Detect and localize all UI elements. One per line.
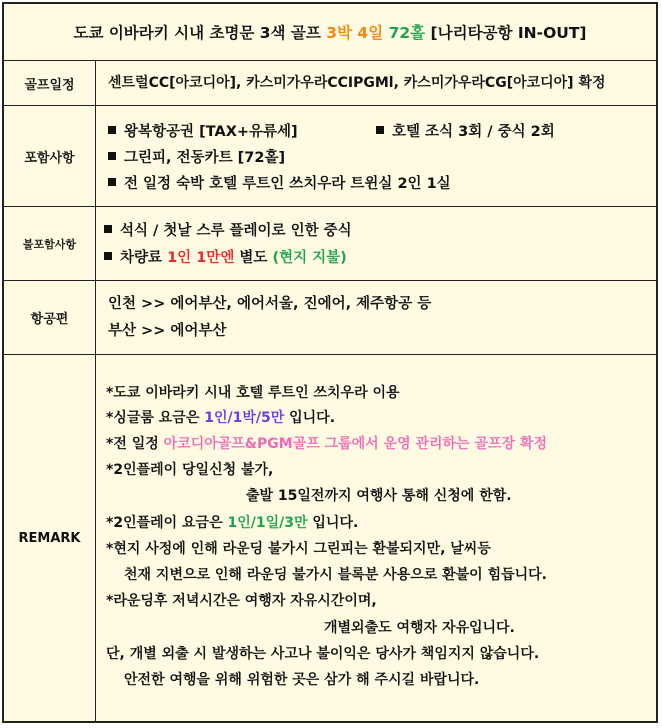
golf-schedule-label: 골프일정: [4, 61, 96, 105]
excluded-item: 차량료 1인 1만엔 별도 (현지 지불): [104, 246, 347, 267]
golf-schedule-row: [4, 61, 656, 106]
remark-line: *전 일정 아코디아골프&PGM골프 그룹에서 운영 관리하는 골프장 확정: [106, 436, 547, 452]
flights-row: [4, 281, 656, 355]
included-row: [4, 106, 656, 207]
remark-line: 단, 개별 외출 시 발생하는 사고나 불이익은 당사가 책임지지 않습니다.: [106, 646, 540, 662]
included-item: 왕복항공권 [TAX+유류세]: [108, 120, 298, 141]
single-room-rate: 1인/1박/5만: [204, 410, 285, 426]
remark-line: 천재 지변으로 인해 라운딩 불가시 블록분 사용으로 환불이 힘듭니다.: [124, 567, 547, 583]
remark-line: *2인플레이 당일신청 불가,: [106, 462, 274, 478]
flights-content: [96, 281, 656, 354]
golf-group-note: 아코디아골프&PGM골프 그룹에서 운영 관리하는 골프장 확정: [163, 436, 547, 452]
two-player-rate: 1인/1일/3만: [227, 515, 308, 531]
flights-label: 항공편: [4, 281, 96, 354]
remark-line: *2인플레이 요금은 1인/1일/3만 입니다.: [106, 515, 359, 531]
included-label: 포함사항: [4, 106, 96, 206]
square-bullet-icon: [104, 225, 112, 233]
excluded-label: 불포함사항: [4, 207, 96, 280]
square-bullet-icon: [376, 126, 384, 134]
included-item: 호텔 조식 3회 / 중식 2회: [376, 120, 555, 141]
title-holes: 72홀: [388, 24, 426, 42]
remark-line: *싱글룸 요금은 1인/1박/5만 입니다.: [106, 410, 336, 426]
excluded-content: [96, 207, 656, 280]
title-nights-days: 3박 4일: [326, 24, 384, 42]
tour-info-sheet: [2, 2, 658, 723]
remark-row: [4, 355, 656, 721]
flights-incheon: 인천 >> 에어부산, 에어서울, 진에어, 제주항공 등: [108, 296, 432, 312]
remark-line: 출발 15일전까지 여행사 통해 신청에 한함.: [246, 488, 512, 504]
square-bullet-icon: [108, 178, 116, 186]
vehicle-fee-price: 1인 1만엔: [167, 250, 235, 266]
included-item: 전 일정 숙박 호텔 루트인 쓰치우라 트윈실 2인 1실: [108, 172, 451, 193]
included-content: [96, 106, 656, 206]
local-payment-note: (현지 지불): [272, 250, 347, 266]
golf-schedule-content: [96, 61, 656, 105]
title-airport: [나리타공항 IN-OUT]: [425, 24, 587, 42]
flights-busan: 부산 >> 에어부산: [108, 323, 227, 339]
remark-line: *도쿄 이바라키 시내 호텔 루트인 쓰치우라 이용: [106, 385, 400, 401]
square-bullet-icon: [104, 252, 112, 260]
excluded-row: [4, 207, 656, 281]
remark-line: 개별외출도 여행자 자유입니다.: [324, 620, 515, 636]
square-bullet-icon: [108, 126, 116, 134]
included-item: 그린피, 전동카트 [72홀]: [108, 146, 285, 167]
golf-schedule-text: 센트럴CC[아코디아], 카스미가우라CCIPGMl, 카스미가우라CG[아코디아] 확정: [108, 75, 606, 91]
remark-content: [96, 355, 656, 721]
remark-line: *현지 사정에 인해 라운딩 불가시 그린피는 환불되지만, 날씨등: [106, 541, 491, 557]
remark-line: *라운딩후 저녁시간은 여행자 자유시간이며,: [106, 593, 377, 609]
tour-title: [4, 4, 656, 61]
remark-line: 안전한 여행을 위해 위험한 곳은 삼가 해 주시길 바랍니다.: [124, 672, 480, 688]
square-bullet-icon: [108, 152, 116, 160]
excluded-item: 석식 / 첫날 스루 플레이로 인한 중식: [104, 219, 352, 240]
remark-label: REMARK: [4, 355, 96, 721]
title-main: 도쿄 이바라키 시내 초명문 3색 골프: [73, 24, 327, 42]
